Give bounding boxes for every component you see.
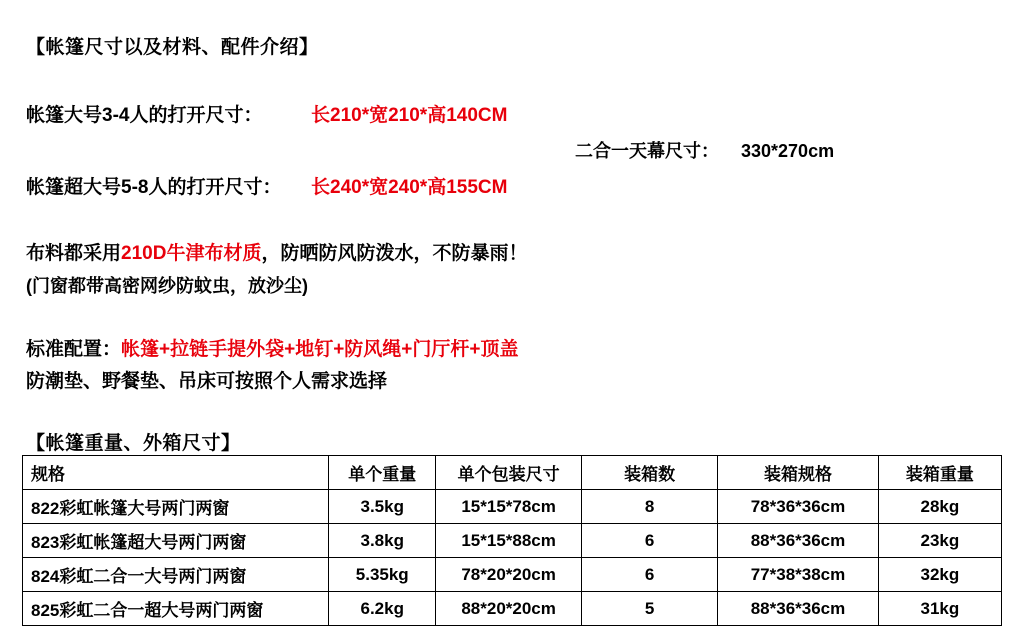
- config-line-2: 防潮垫、野餐垫、吊床可按照个人需求选择: [26, 371, 388, 392]
- spec-row-large-tent: [26, 100, 507, 127]
- cell-pack-size: 15*15*78cm: [436, 490, 582, 524]
- cell-spec: 822彩虹帐篷大号两门两窗: [23, 490, 329, 524]
- table-row: [23, 592, 1002, 626]
- material-text-prefix: 布料都采用: [26, 243, 122, 264]
- cell-qty: 6: [582, 558, 718, 592]
- section-heading-dimensions: 【帐篷尺寸以及材料、配件介绍】: [26, 37, 319, 58]
- table-header-unit-weight: 单个重量: [329, 456, 436, 490]
- cell-spec: 825彩虹二合一超大号两门两窗: [23, 592, 329, 626]
- cell-unit-weight: 3.8kg: [329, 524, 436, 558]
- material-line-2: (门窗都带高密网纱防蚊虫，放沙尘): [26, 276, 308, 296]
- table-header-row: [23, 456, 1002, 490]
- material-line-1: [26, 238, 527, 270]
- cell-unit-weight: 3.5kg: [329, 490, 436, 524]
- table-header-spec: 规格: [23, 456, 329, 490]
- cell-pack-size: 15*15*88cm: [436, 524, 582, 558]
- table-header-pack-size: 单个包装尺寸: [436, 456, 582, 490]
- table-header-carton-size: 装箱规格: [718, 456, 879, 490]
- cell-carton-weight: 32kg: [878, 558, 1001, 592]
- cell-qty: 6: [582, 524, 718, 558]
- table-header-qty: 装箱数: [582, 456, 718, 490]
- config-items-highlight: 帐篷+拉链手提外袋+地钉+防风绳+门厅杆+顶盖: [121, 339, 519, 360]
- table-row: [23, 558, 1002, 592]
- cell-unit-weight: 5.35kg: [329, 558, 436, 592]
- config-line-1: [26, 334, 519, 366]
- awning-size-value: 330*270cm: [741, 141, 835, 161]
- awning-size-line: [575, 137, 834, 163]
- cell-spec: 824彩虹二合一大号两门两窗: [23, 558, 329, 592]
- cell-carton-weight: 28kg: [878, 490, 1001, 524]
- cell-carton-weight: 23kg: [878, 524, 1001, 558]
- cell-carton-size: 77*38*38cm: [718, 558, 879, 592]
- material-fabric-highlight: 210D牛津布材质: [121, 243, 262, 264]
- material-description: [26, 238, 527, 302]
- table-header-carton-weight: 装箱重量: [878, 456, 1001, 490]
- cell-carton-weight: 31kg: [878, 592, 1001, 626]
- cell-carton-size: 78*36*36cm: [718, 490, 879, 524]
- cell-qty: 5: [582, 592, 718, 626]
- config-label: 标准配置：: [26, 339, 122, 360]
- table-row: [23, 524, 1002, 558]
- spec-label-xl-tent: 帐篷超大号5-8人的打开尺寸：: [26, 177, 282, 198]
- spec-value-xl-tent: 长240*宽240*高155CM: [311, 177, 508, 198]
- cell-spec: 823彩虹帐篷超大号两门两窗: [23, 524, 329, 558]
- spec-value-large-tent: 长210*宽210*高140CM: [311, 105, 508, 126]
- cell-unit-weight: 6.2kg: [329, 592, 436, 626]
- standard-configuration: [26, 334, 519, 398]
- cell-pack-size: 78*20*20cm: [436, 558, 582, 592]
- table-row: [23, 490, 1002, 524]
- spec-row-xl-tent: [26, 172, 507, 199]
- cell-pack-size: 88*20*20cm: [436, 592, 582, 626]
- awning-size-label: 二合一天幕尺寸：: [575, 141, 719, 161]
- cell-qty: 8: [582, 490, 718, 524]
- section-heading-weight: 【帐篷重量、外箱尺寸】: [26, 433, 241, 454]
- material-text-suffix: ，防晒防风防泼水，不防暴雨！: [261, 243, 528, 264]
- cell-carton-size: 88*36*36cm: [718, 524, 879, 558]
- spec-label-large-tent: 帐篷大号3-4人的打开尺寸：: [26, 105, 263, 126]
- cell-carton-size: 88*36*36cm: [718, 592, 879, 626]
- packing-spec-table: [22, 455, 1002, 626]
